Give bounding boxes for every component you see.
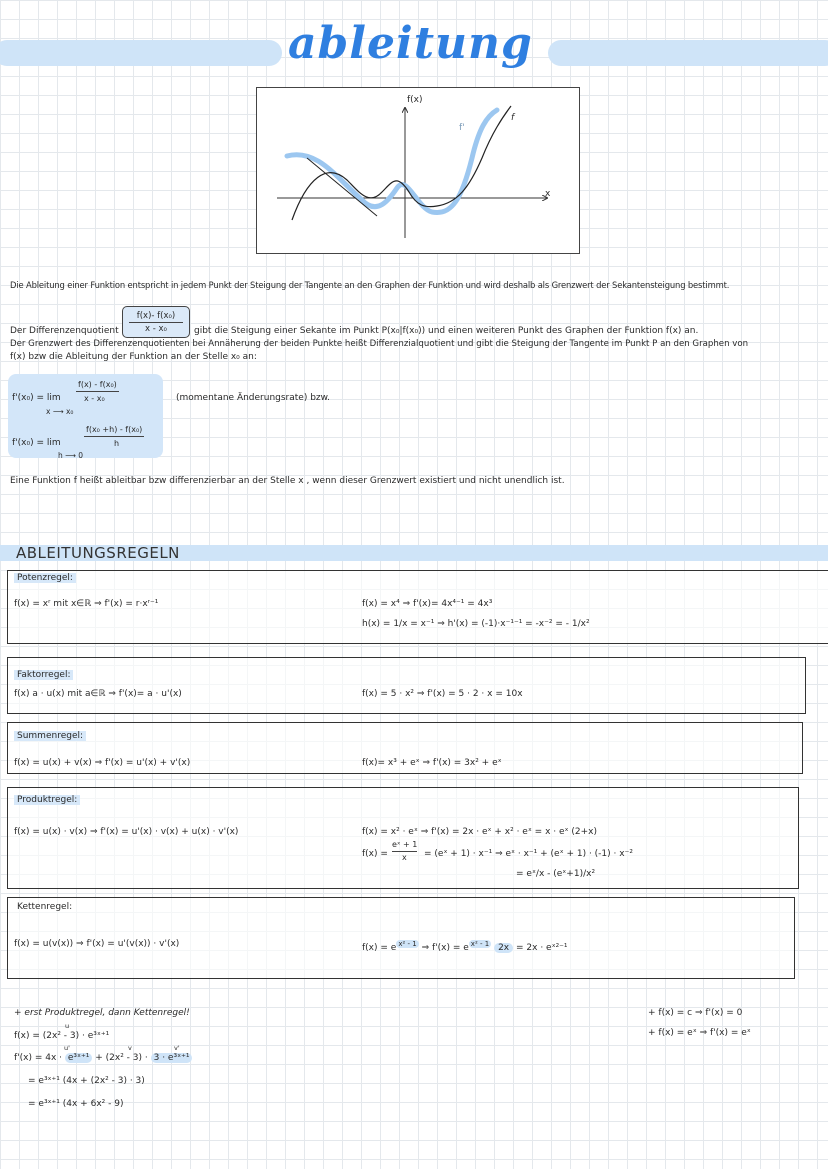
f-curve-label: f xyxy=(511,113,515,123)
limit-def-1-den: x - x₀ xyxy=(84,394,105,403)
chain-rule-example xyxy=(362,938,568,954)
product-rule-example-3: = eˣ/x - (eˣ+1)/x² xyxy=(516,869,596,879)
intro-line-2-pre: Der Differenzenquotient xyxy=(10,326,119,336)
y-axis-label: f(x) xyxy=(407,95,423,105)
chain-ex-mid: ⇒ f'(x) = e xyxy=(421,943,469,953)
combined-mark-vprime: v' xyxy=(174,1044,180,1052)
chain-ex-exp-1: x² - 1 xyxy=(398,940,417,948)
combined-mark-v: v xyxy=(128,1044,132,1052)
chain-ex-exp-2: x² - 1 xyxy=(470,940,490,948)
combined-step-1: = e³ˣ⁺¹ (4x + (2x² - 3) · 3) xyxy=(28,1076,145,1086)
combined-mark-uprime: u' xyxy=(64,1044,70,1052)
limit-def-1-num: f(x) - f(x₀) xyxy=(76,379,119,392)
header-band-left xyxy=(0,40,282,66)
difference-quotient-box xyxy=(122,306,190,338)
graph-canvas xyxy=(257,88,579,253)
product-rule-example-2-post: = (eˣ + 1) · x⁻¹ ⇒ eˣ · x⁻¹ + (eˣ + 1) · (-1) · x⁻² xyxy=(424,849,633,859)
power-rule-example-2: h(x) = 1/x = x⁻¹ ⇒ h'(x) = (-1)·x⁻¹⁻¹ = -x⁻² = - 1/x² xyxy=(362,619,590,629)
sum-rule-formula: f(x) = u(x) + v(x) ⇒ f'(x) = u'(x) + v'(x) xyxy=(14,758,191,768)
limit-def-2-den: h xyxy=(114,439,120,448)
combined-function: f(x) = (2x² - 3) · e³ˣ⁺¹ xyxy=(14,1031,110,1041)
diffquot-denominator: x - x₀ xyxy=(145,324,167,334)
exp-rule: + f(x) = eˣ ⇒ f'(x) = eˣ xyxy=(648,1028,751,1038)
chain-ex-inner: 2x xyxy=(494,943,513,953)
intro-line-4: f(x) bzw die Ableitung der Funktion an der Stelle x₀ an: xyxy=(10,352,257,362)
chain-rule-title: Kettenregel: xyxy=(17,902,73,912)
combined-rule-note: + erst Produktregel, dann Kettenregel! xyxy=(14,1008,190,1018)
limit-def-1-sub: x ⟶ x₀ xyxy=(46,407,74,416)
sum-rule-example: f(x)= x³ + eˣ ⇒ f'(x) = 3x² + eˣ xyxy=(362,758,502,768)
limit-def-note: (momentane Änderungsrate) bzw. xyxy=(176,393,331,403)
combined-derivative-e1: e³ˣ⁺¹ xyxy=(65,1053,93,1063)
product-rule-example-1: f(x) = x² · eˣ ⇒ f'(x) = 2x · eˣ + x² · eˣ = x · eˣ (2+x) xyxy=(362,827,598,837)
product-rule-box xyxy=(7,787,799,889)
product-rule-example-2-den: x xyxy=(402,853,407,862)
secant-line xyxy=(307,158,377,216)
constant-rule: + f(x) = c ⇒ f'(x) = 0 xyxy=(648,1008,743,1018)
power-rule-title: Potenzregel: xyxy=(14,573,76,583)
intro-line-1: Die Ableitung einer Funktion entspricht in jedem Punkt der Steigung der Tangente an den Graphen der Funktion und wird deshalb als Grenzwert der Sekantensteigung bestimmt. xyxy=(10,280,730,290)
product-rule-title: Produktregel: xyxy=(14,795,80,805)
power-rule-formula: f(x) = xʳ mit x∈ℝ ⇒ f'(x) = r·xʳ⁻¹ xyxy=(14,599,159,609)
product-rule-example-2-pre: f(x) = xyxy=(362,849,388,859)
factor-rule-box xyxy=(7,657,806,714)
combined-derivative-mid: + (2x² - 3) · xyxy=(92,1053,151,1063)
rules-section-title: ABLEITUNGSREGELN xyxy=(16,544,180,562)
combined-derivative-pre: f'(x) = 4x · xyxy=(14,1053,65,1063)
combined-derivative-e2: 3 · e³ˣ⁺¹ xyxy=(151,1053,193,1063)
fprime-curve xyxy=(287,110,497,213)
page-title: ableitung xyxy=(288,18,533,69)
combined-mark-u: u xyxy=(65,1022,70,1030)
limit-def-1-left: f'(x₀) = lim xyxy=(12,393,61,403)
limit-def-2-num: f(x₀ +h) - f(x₀) xyxy=(84,424,144,437)
fprime-curve-label: f' xyxy=(459,123,465,133)
combined-derivative xyxy=(14,1052,192,1064)
factor-rule-example: f(x) = 5 · x² ⇒ f'(x) = 5 · 2 · x = 10x xyxy=(362,689,523,699)
sum-rule-title: Summenregel: xyxy=(14,731,86,741)
product-rule-example-2-num: eˣ + 1 xyxy=(392,839,417,852)
intro-line-3: Der Grenzwert des Differenzenquotienten bei Annäherung der beiden Punkte heißt Differenzialquotient und gibt die Steigung der Tangente im Punkt P an den Graphen von xyxy=(10,339,749,349)
factor-rule-formula: f(x) a · u(x) mit a∈ℝ ⇒ f'(x)= a · u'(x) xyxy=(14,689,182,699)
limit-def-2-left: f'(x₀) = lim xyxy=(12,438,61,448)
factor-rule-title: Faktorregel: xyxy=(14,670,73,680)
chain-ex-post: = 2x · eˣ²⁻¹ xyxy=(516,943,568,953)
chain-rule-formula: f(x) = u(v(x)) ⇒ f'(x) = u'(v(x)) · v'(x) xyxy=(14,939,180,949)
header-band-right xyxy=(548,40,828,66)
limit-def-2-sub: h ⟶ 0 xyxy=(58,451,84,460)
combined-step-2: = e³ˣ⁺¹ (4x + 6x² - 9) xyxy=(28,1099,124,1109)
chain-ex-pre: f(x) = e xyxy=(362,943,397,953)
power-rule-example-1: f(x) = x⁴ ⇒ f'(x)= 4x⁴⁻¹ = 4x³ xyxy=(362,599,493,609)
intro-line-2-post: gibt die Steigung einer Sekante im Punkt P(x₀|f(x₀)) und einen weiteren Punkt des Graphen der Funktion f(x) an. xyxy=(194,326,699,336)
derivative-graph xyxy=(256,87,580,254)
x-axis-label: x xyxy=(545,189,551,199)
product-rule-formula: f(x) = u(x) · v(x) ⇒ f'(x) = u'(x) · v(x) + u(x) · v'(x) xyxy=(14,827,239,837)
diffquot-numerator: f(x)- f(x₀) xyxy=(129,310,183,323)
differentiable-statement: Eine Funktion f heißt ableitbar bzw differenzierbar an der Stelle x , wenn dieser Grenzwert existiert und nicht unendlich ist. xyxy=(10,476,565,486)
